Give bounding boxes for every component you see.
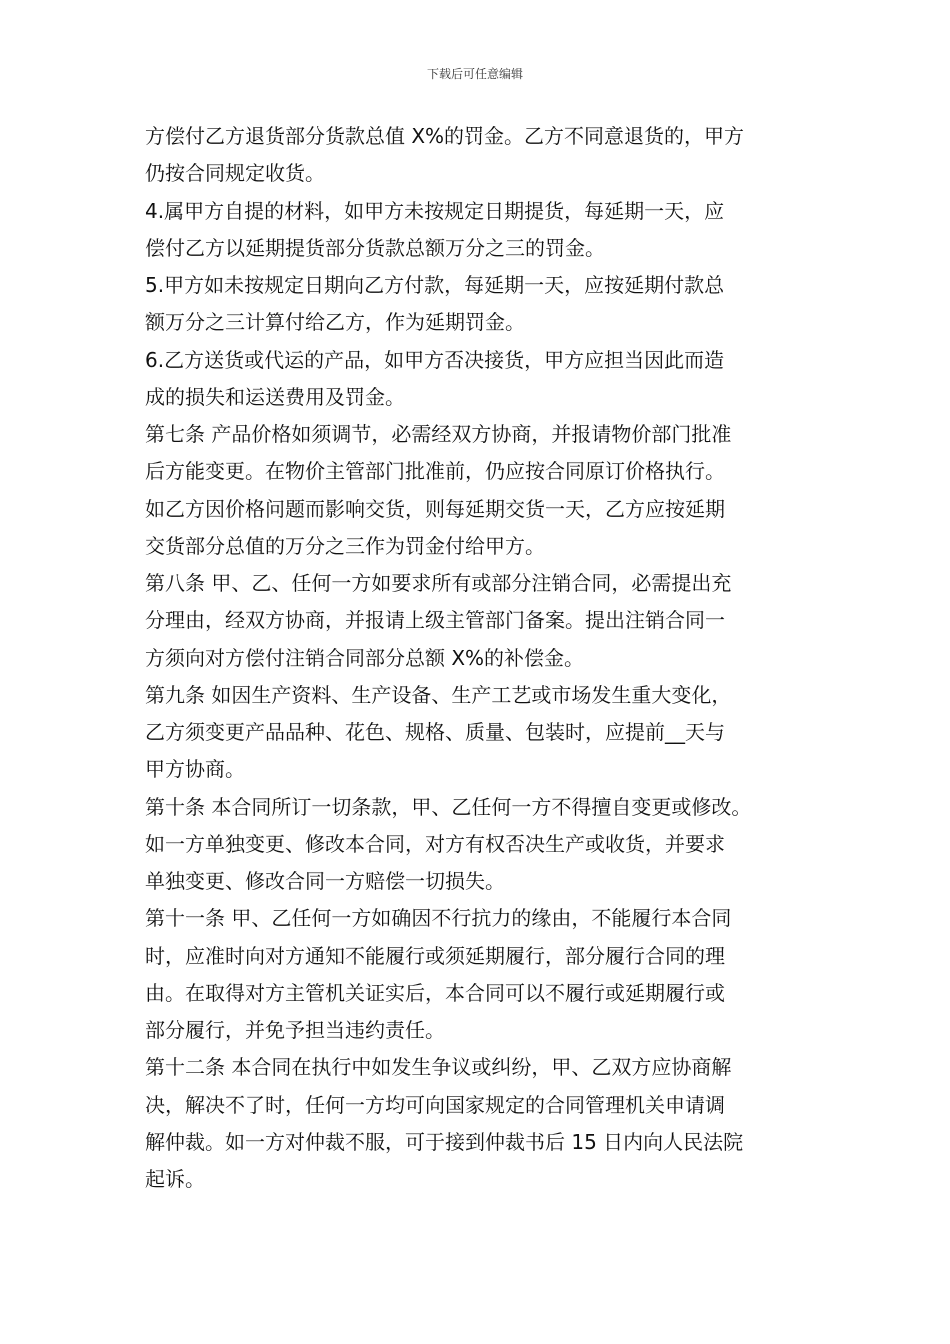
page-header: 下载后可任意编辑 bbox=[426, 67, 523, 81]
text-line: 部分履行，并免予担当违约责任。 bbox=[145, 1018, 445, 1042]
text-line: 如乙方因价格问题而影响交货，则每延期交货一天，乙方应按延期 bbox=[145, 496, 725, 521]
text-line: 第十条 本合同所订一切条款，甲、乙任何一方不得擅自变更或修改。 bbox=[145, 794, 752, 819]
text-line: 解仲裁。如一方对仲裁不服，可于接到仲裁书后 15 日内向人民法院 bbox=[145, 1129, 744, 1154]
text-line: 第八条 甲、乙、任何一方如要求所有或部分注销合同，必需提出充 bbox=[145, 571, 732, 595]
text-line: 仍按合同规定收货。 bbox=[145, 161, 325, 186]
text-line: 乙方须变更产品品种、花色、规格、质量、包装时，应提前__天与 bbox=[145, 720, 725, 744]
text-line: 成的损失和运送费用及罚金。 bbox=[145, 384, 405, 409]
text-line: 分理由，经双方协商，并报请上级主管部门备案。提出注销合同一 bbox=[145, 608, 725, 633]
text-line: 方偿付乙方退货部分货款总值 X%的罚金。乙方不同意退货的，甲方 bbox=[145, 124, 745, 148]
text-line: 第七条 产品价格如须调节，必需经双方协商，并报请物价部门批准 bbox=[145, 422, 732, 446]
text-line: 6.乙方送货或代运的产品，如甲方否决接货，甲方应担当因此而造 bbox=[145, 347, 725, 372]
document-body bbox=[145, 118, 817, 1198]
text-line: 如一方单独变更、修改本合同，对方有权否决生产或收货，并要求 bbox=[145, 831, 725, 856]
text-line: 第十二条 本合同在执行中如发生争议或纠纷，甲、乙双方应协商解 bbox=[145, 1055, 732, 1080]
text-line: 决，解决不了时，任何一方均可向国家规定的合同管理机关申请调 bbox=[145, 1092, 725, 1117]
text-line: 起诉。 bbox=[145, 1167, 205, 1191]
text-line: 方须向对方偿付注销合同部分总额 X%的补偿金。 bbox=[145, 645, 585, 670]
text-line: 交货部分总值的万分之三作为罚金付给甲方。 bbox=[145, 533, 545, 558]
text-line: 额万分之三计算付给乙方，作为延期罚金。 bbox=[145, 310, 525, 335]
text-line: 5.甲方如未按规定日期向乙方付款，每延期一天，应按延期付款总 bbox=[145, 273, 725, 297]
text-line: 第十一条 甲、乙任何一方如确因不行抗力的缘由，不能履行本合同 bbox=[145, 906, 732, 931]
text-line: 4.属甲方自提的材料，如甲方未按规定日期提货，每延期一天，应 bbox=[145, 198, 725, 223]
text-line: 由。在取得对方主管机关证实后，本合同可以不履行或延期履行或 bbox=[145, 980, 725, 1005]
text-line: 第九条 如因生产资料、生产设备、生产工艺或市场发生重大变化， bbox=[145, 682, 732, 707]
text-line: 甲方协商。 bbox=[145, 757, 245, 782]
text-line: 时，应准时向对方通知不能履行或须延期履行，部分履行合同的理 bbox=[145, 943, 725, 968]
text-line: 单独变更、修改合同一方赔偿一切损失。 bbox=[145, 869, 505, 893]
text-line: 偿付乙方以延期提货部分货款总额万分之三的罚金。 bbox=[145, 235, 605, 260]
text-line: 后方能变更。在物价主管部门批准前，仍应按合同原订价格执行。 bbox=[145, 459, 725, 484]
